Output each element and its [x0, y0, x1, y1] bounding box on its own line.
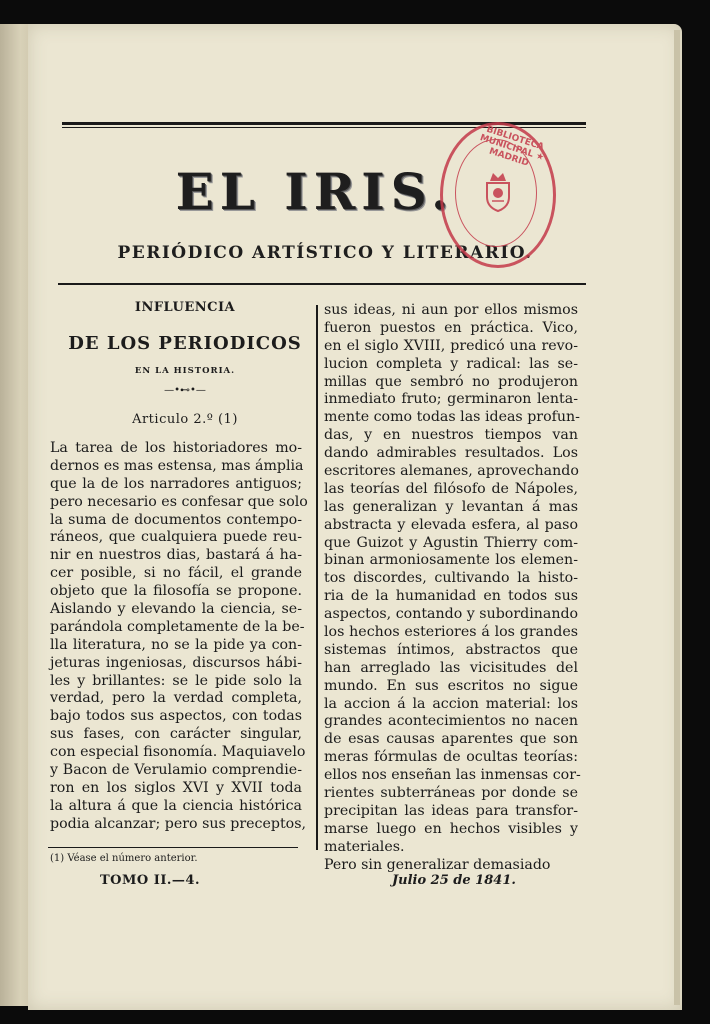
text-line: objeto que la filosofía se propone. — [50, 583, 302, 600]
text-line: mente como todas las ideas profun- — [324, 409, 580, 426]
article-heading-3: EN LA HISTORIA. — [134, 366, 236, 376]
right-column-text — [324, 302, 581, 875]
text-line: marse luego en hechos visibles y — [324, 820, 578, 837]
text-line: la altura á que la ciencia histórica — [50, 797, 302, 814]
volume-number: TOMO II.—4. — [100, 873, 200, 888]
text-line: lla literatura, no se la pide ya con- — [50, 636, 302, 653]
text-line: la suma de documentos contempo- — [50, 511, 302, 528]
masthead-title: EL IRIS. — [175, 162, 455, 221]
text-line: dernos es mas estensa, mas ámplia — [50, 457, 304, 474]
text-line: la accion á la accion material: los — [324, 695, 578, 712]
text-line: verdad, pero la verdad completa, — [50, 690, 302, 707]
stamp-text: BIBLIOTECA MUNICIPAL ★ MADRID — [478, 124, 546, 169]
text-line: Aislando y elevando la ciencia, se- — [50, 601, 302, 618]
text-line: nir en nuestros dias, bastará á ha- — [50, 547, 302, 564]
text-line: tos discordes, cultivando la histo- — [324, 570, 578, 587]
text-line: Pero sin generalizar demasiado — [324, 856, 551, 873]
text-line: las teorías del filósofo de Nápoles, — [324, 480, 578, 497]
text-line: parándola completamente de la be- — [50, 618, 305, 635]
text-line: millas que sembró no produjeron — [324, 373, 578, 390]
text-line: materiales. — [324, 838, 405, 855]
text-line: fueron puestos en práctica. Vico, — [324, 319, 578, 336]
text-line: ráneos, que cualquiera puede reu- — [50, 529, 302, 546]
article-heading-1: INFLUENCIA — [134, 300, 236, 315]
text-line: les y brillantes: se le pide solo la — [50, 672, 302, 689]
text-line: bajo todos sus aspectos, con todas — [50, 708, 302, 725]
column-divider — [316, 305, 318, 850]
text-line: podia alcanzar; pero sus preceptos, — [50, 815, 306, 832]
article-heading-2: DE LOS PERIODICOS — [68, 333, 302, 354]
crest-icon — [481, 169, 515, 213]
text-line: abstracta y elevada esfera, al paso — [324, 516, 578, 533]
text-line: La tarea de los historiadores mo- — [50, 440, 302, 456]
library-stamp — [440, 122, 556, 268]
text-line: con especial fisonomía. Maquiavelo — [50, 744, 306, 761]
text-line: pero necesario es confesar que solo — [50, 493, 308, 510]
text-line: sus fases, con carácter singular, — [50, 726, 302, 743]
article-number: Articulo 2.º (1) — [132, 412, 238, 427]
footnote: (1) Véase el número anterior. — [50, 853, 198, 864]
text-line: mundo. En sus escritos no sigue — [324, 677, 578, 694]
footnote-rule — [48, 847, 298, 848]
text-line: cer posible, si no fácil, el grande — [50, 565, 302, 582]
text-line: jeturas ingeniosas, discursos hábi- — [50, 654, 302, 671]
text-line: rientes subterráneas por donde se — [324, 785, 578, 802]
text-line: en el siglo XVIII, predicó una revo- — [324, 337, 578, 354]
text-line: dando admirables resultados. Los — [324, 445, 578, 462]
text-line: que Guizot y Agustin Thierry com- — [324, 534, 578, 551]
text-line: los hechos esteriores á los grandes — [324, 624, 578, 641]
text-line: das, y en nuestros tiempos van — [324, 427, 578, 444]
text-line: que la de los narradores antiguos; — [50, 475, 302, 492]
text-line: aspectos, contando y subordinando — [324, 606, 579, 623]
masthead-rule — [58, 283, 586, 285]
text-line: sus ideas, ni aun por ellos mismos — [324, 302, 578, 318]
text-line: binan armoniosamente los elemen- — [324, 552, 578, 569]
text-line: lucion completa y radical: las se- — [324, 355, 578, 372]
text-line: ron en los siglos XVI y XVII toda — [50, 779, 302, 796]
text-line: inmediato fruto; germinaron lenta- — [324, 391, 578, 408]
text-line: sistemas íntimos, abstractos que — [324, 641, 578, 658]
text-line: grandes acontecimientos no nacen — [324, 713, 578, 730]
masthead-subtitle: PERIÓDICO ARTÍSTICO Y LITERARIO. — [117, 243, 533, 263]
text-line: escritores alemanes, aprovechando — [324, 463, 579, 480]
issue-date: Julio 25 de 1841. — [392, 873, 516, 888]
text-line: precipitan las ideas para transfor- — [324, 802, 578, 819]
text-line: meras fórmulas de ocultas teorías: — [324, 749, 578, 766]
text-line: ellos nos enseñan las inmensas cor- — [324, 767, 581, 784]
text-line: ria de la humanidad en todos sus — [324, 588, 578, 605]
page-right-edge — [674, 30, 680, 1005]
left-column-text — [50, 440, 308, 834]
text-line: y Bacon de Verulamio comprendie- — [50, 762, 302, 779]
ornament: —•⊷•— — [164, 385, 206, 396]
text-line: las generalizan y levantan á mas — [324, 498, 578, 515]
text-line: de esas causas aparentes que son — [324, 731, 578, 748]
text-line: han arreglado las vicisitudes del — [324, 659, 578, 676]
